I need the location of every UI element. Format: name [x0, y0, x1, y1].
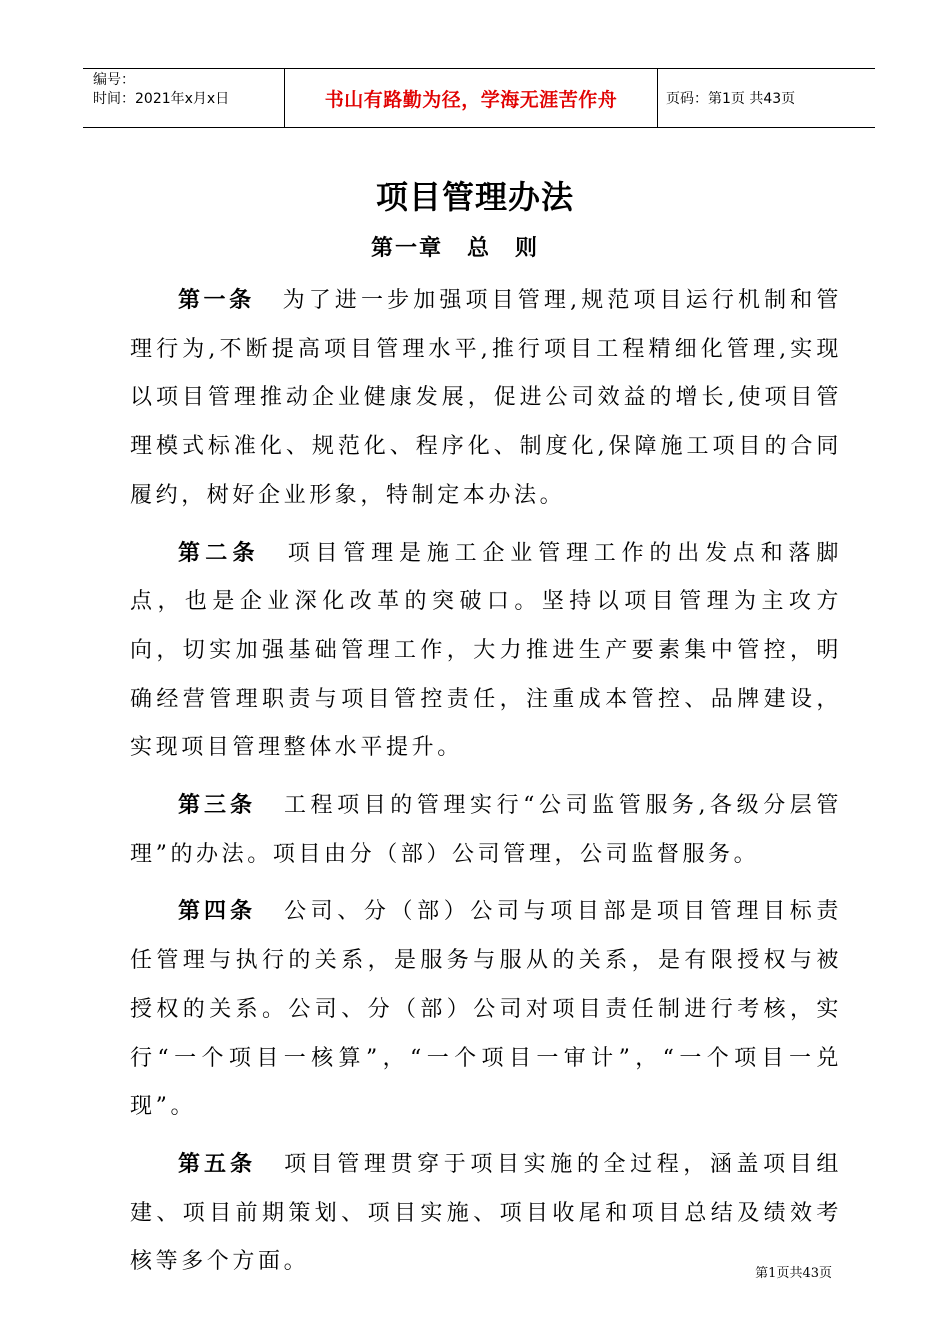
- article-4: [130, 887, 842, 1132]
- article-text: 项目管理贯穿于项目实施的全过程，涵盖项目组建、项目前期策划、项目实施、项目收尾和项目总结及绩效考核等多个方面。: [130, 1151, 842, 1275]
- page-footer: 第1页共43页: [755, 1266, 832, 1281]
- article-1: [130, 276, 842, 521]
- article-label: 第三条: [178, 792, 256, 819]
- document-title: 项目管理办法: [375, 178, 574, 216]
- article-text: 工程项目的管理实行“公司监管服务,各级分层管理”的办法。项目由分（部）公司管理，公司监督服务。: [130, 793, 842, 867]
- article-2: [130, 529, 842, 774]
- time-label: 时间：2021年x月x日: [93, 91, 230, 107]
- page-header: [83, 68, 875, 128]
- article-label: 第二条: [178, 539, 260, 566]
- chapter-heading: 第一章 总 则: [370, 235, 539, 261]
- number-label: 编号：: [93, 72, 135, 88]
- article-3: [130, 781, 842, 879]
- header-meta: [83, 69, 285, 127]
- article-text: 为了进一步加强项目管理,规范项目运行机制和管理行为,不断提高项目管理水平,推行项目工程精细化管理,实现以项目管理推动企业健康发展，促进公司效益的增长,使项目管理模式标准化、规范化、程序化、制度化,保障施工项目的合同履约，树好企业形象，特制定本办法。: [130, 288, 842, 508]
- article-text: 项目管理是施工企业管理工作的出发点和落脚点，也是企业深化改革的突破口。坚持以项目管理为主攻方向，切实加强基础管理工作，大力推进生产要素集中管控，明确经营管理职责与项目管控责任，注重成本管控、品牌建设，实现项目管理整体水平提升。: [130, 540, 842, 761]
- article-label: 第一条: [178, 287, 255, 313]
- article-text: 公司、分（部）公司与项目部是项目管理目标责任管理与执行的关系，是服务与服从的关系，是有限授权与被授权的关系。公司、分（部）公司对项目责任制进行考核，实行“一个项目一核算”，“一个项目一审计”，“一个项目一兑现”。: [130, 899, 842, 1120]
- article-label: 第四条: [178, 898, 257, 925]
- header-page-info: 页码：第1页 共43页: [666, 91, 796, 107]
- article-label: 第五条: [178, 1150, 257, 1177]
- header-motto: 书山有路勤为径，学海无涯苦作舟: [285, 69, 658, 127]
- article-5: [130, 1140, 842, 1287]
- document-body: [130, 276, 842, 1287]
